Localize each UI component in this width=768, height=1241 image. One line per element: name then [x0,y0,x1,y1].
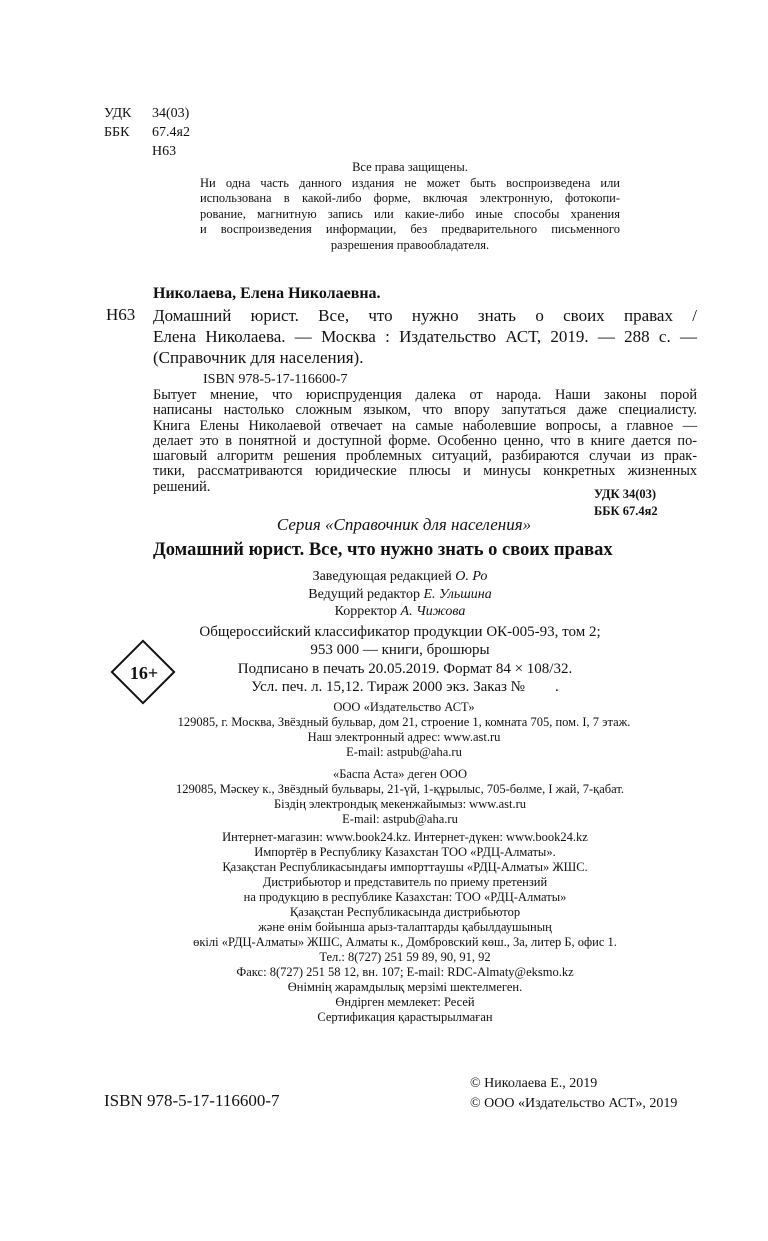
dist-line: және өнім бойынша арыз-талаптарды қабылдаушының [258,920,552,934]
bbk-label: ББК [104,125,130,140]
dist-line: Өндірген мемлекет: Ресей [335,995,475,1009]
copyright-line: © Николаева Е., 2019 [470,1076,598,1091]
rights-title: Все права защищены. [352,160,468,174]
isbn-top: ISBN 978-5-17-116600-7 [203,372,348,387]
publisher-ru [0,700,768,760]
dist-line: Өнімнің жарамдылық мерзімі шектелмеген. [287,980,523,994]
rights-line: рование, магнитную запись или какие-либо иные способы хранения [200,206,620,221]
bbk-value: 67.4я2 [152,125,190,140]
udk-value: 34(03) [152,106,190,121]
dist-line: өкілі «РДЦ-Алматы» ЖШС, Алматы к., Домбровский көш., 3а, литер Б, офис 1. [193,935,617,949]
staff-line: Заведующая редакцией О. Ро [312,569,488,584]
bib-line: (Справочник для населения). [153,348,364,367]
annotation-line: решений. [153,478,211,495]
book-title: Домашний юрист. Все, что нужно знать о своих правах [153,540,613,560]
print-line: Подписано в печать 20.05.2019. Формат 84 × 108/32. [237,661,573,677]
okp-line: 953 000 — книги, брошюры [310,642,490,658]
print-details [0,660,768,696]
publisher-kz [0,767,768,827]
copyright-line: © ООО «Издательство АСТ», 2019 [470,1095,678,1111]
rights-line: и воспроизведения информации, без предварительного письменного [200,222,620,237]
publisher-line: ООО «Издательство АСТ» [333,700,475,714]
annotation-line: шаговый алгоритм решения проблемных ситуаций, разбираются случаи из прак- [153,448,697,465]
rights-line: разрешения правообладателя. [330,237,490,252]
author-code: Н63 [106,305,136,324]
author-heading: Николаева, Елена Николаевна. [153,285,381,302]
dist-line: на продукцию в республике Казахстан: ТОО «РДЦ-Алматы» [243,890,567,904]
publisher-line: «Баспа Аста» деген ООО [332,767,467,781]
udk-label: УДК [104,106,132,121]
publisher-line: E-mail: astpub@aha.ru [346,745,462,759]
rights-line: использована в какой-либо форме, включая электронную, фотокопи- [200,191,620,206]
dist-line: Интернет-магазин: www.book24.kz. Интернет-дүкен: www.book24.kz [222,830,588,844]
series-line: Серия «Справочник для населения» [276,515,532,534]
editorial-staff [0,568,768,621]
annotation-line: делает это в понятной и доступной форме. Особенно ценно, что в книге дается по- [153,432,697,449]
print-line: Усл. печ. л. 15,12. Тираж 2000 экз. Заказ № . [251,679,559,695]
author-mark-label [104,142,152,161]
publisher-line: 129085, г. Москва, Звёздный бульвар, дом 21, строение 1, комната 705, пом. I, 7 этаж. [177,715,631,729]
publisher-line: 129085, Мәскеу к., Звёздный бульвары, 21-үй, 1-құрылыс, 705-бөлме, I жай, 7-қабат. [176,782,624,796]
staff-line: Ведущий редактор Е. Ульшина [308,586,492,602]
rights-line: Ни одна часть данного издания не может быть воспроизведена или [200,175,620,190]
annotation-line: тики, рассматриваются юридические плюсы и минусы конкретных жизненных [153,463,697,480]
distribution-info [0,830,768,1025]
annotation-line: Книга Елены Николаевой отвечает на самые наболевшие вопросы, а главное — [153,417,697,434]
rights-notice [200,160,620,254]
copyright-block [470,1074,677,1113]
bib-line: Елена Николаева. — Москва : Издательство АСТ, 2019. — 288 с. — [153,327,697,346]
dist-line: Импортёр в Республику Казахстан ТОО «РДЦ-Алматы». [254,845,556,859]
classification-codes [104,104,190,161]
annotation-line: Бытует мнение, что юриспруденция далека от народа. Наши законы порой [153,387,697,403]
publisher-line: Біздің электрондық мекенжайымыз: www.ast.ru [274,797,526,811]
dist-line: Қазақстан Республикасында дистрибьютор [289,905,521,919]
bibliographic-description [153,305,697,368]
dist-line: Факс: 8(727) 251 58 12, вн. 107; E-mail: RDC-Almaty@eksmo.kz [236,965,574,979]
age-rating-text: 16+ [129,662,159,683]
isbn-bottom: ISBN 978-5-17-116600-7 [104,1091,280,1110]
bib-line: Домашний юрист. Все, что нужно знать о своих правах / [153,306,697,325]
annotation-line: написаны настолько сложным языком, что впору запутаться даже специалисту. [153,402,697,419]
dist-line: Қазақстан Республикасындағы импорттаушы «РДЦ-Алматы» ЖШС. [222,860,588,874]
udk-bottom: УДК 34(03) [594,487,657,501]
staff-line: Корректор А. Чижова [334,604,466,619]
dist-line: Дистрибьютор и представитель по приему претензий [262,875,548,889]
dist-line: Сертификация қарастырылмаған [317,1010,493,1024]
annotation [153,388,697,495]
okp-line: Общероссийский классификатор продукции ОК-005-93, том 2; [199,624,601,640]
publisher-line: Наш электронный адрес: www.ast.ru [307,730,501,744]
bbk-bottom: ББК 67.4я2 [594,504,658,518]
dist-line: Тел.: 8(727) 251 59 89, 90, 91, 92 [319,950,491,964]
author-mark-value: Н63 [152,144,177,159]
publisher-line: E-mail: astpub@aha.ru [342,812,458,826]
